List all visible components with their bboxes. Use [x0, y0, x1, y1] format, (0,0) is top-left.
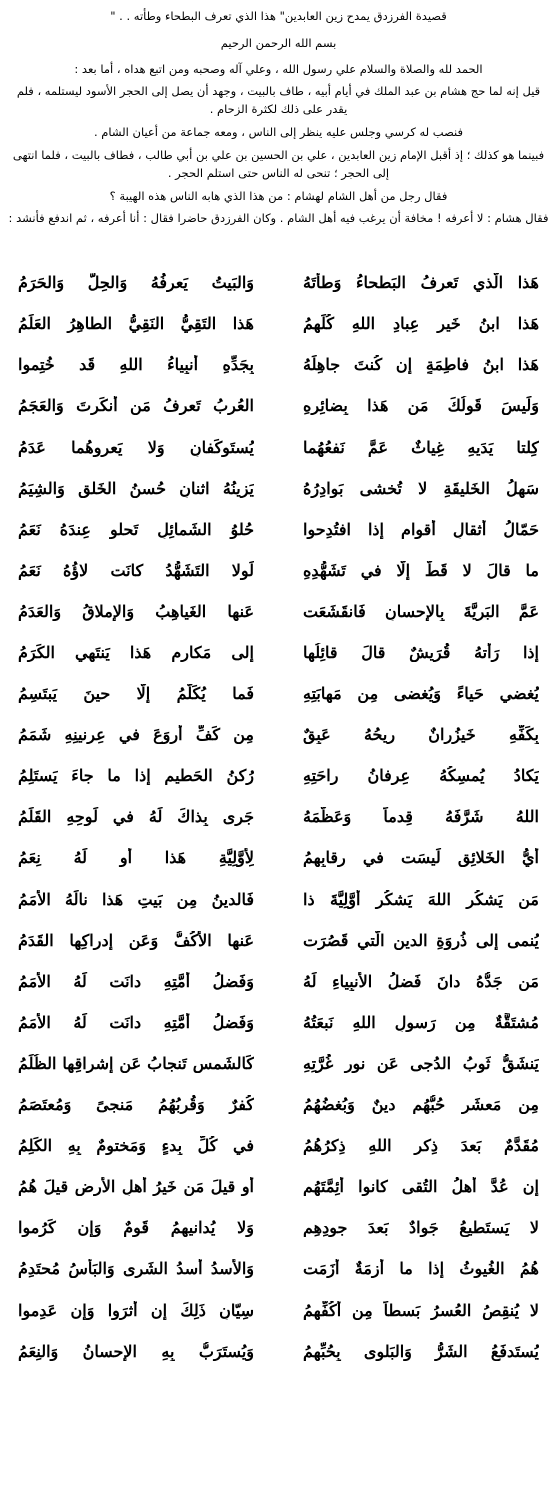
verse-first-hemistich: لا يَستَطيعُ جَوادٌ بَعدَ جودِهِمِ — [303, 1218, 539, 1238]
verse-first-hemistich: مَن جَدُّهُ دانَ فَضلُ الأَنبِياءِ لَهُ — [303, 971, 539, 991]
poem-verse — [18, 468, 539, 509]
verse-second-hemistich: وَفَضلُ أُمَّتِهِ دانَت لَهُ الأُمَمُ — [18, 1012, 254, 1032]
verse-second-hemistich: لِأَوَّلِيَّةِ هَذا أَو لَهُ نِعَمُ — [18, 848, 254, 868]
verse-first-hemistich: هَذا ابنُ خَيرِ عِبادِ اللهِ كُلِّهِمُ — [303, 314, 539, 334]
intro-story-2: فنصب له كرسي وجلس عليه ينظر إلى الناس ، ومعه جماعة من أعيان الشام . — [93, 125, 464, 140]
intro-story-4: فقال رجل من أهل الشام لهشام : من هذا الذي هابه الناس هذه الهيبة ؟ — [109, 188, 448, 203]
verse-first-hemistich: عَمَّ البَرِيَّةَ بِالإِحسانِ فَانقَشَعَت — [303, 601, 539, 621]
verse-second-hemistich: حُلوُ الشَمائِلِ تَحلو عِندَهُ نَعَمُ — [18, 519, 254, 539]
verse-second-hemistich: جَرى بِذاكَ لَهُ في لَوحِهِ القَلَمُ — [18, 807, 254, 827]
verse-second-hemistich: كَالشَمسِ تَنجابُ عَن إِشراقِها الظُلَمُ — [18, 1053, 254, 1073]
verse-first-hemistich: إِن عُدَّ أَهلُ التُقى كانوا أَئِمَّتَهُم — [303, 1177, 539, 1197]
intro-story-5: فقال هشام : لا أعرفه ! مخافة أن يرغب فيه أهل الشام . وكان الفرزدق حاضرا فقال : أنا أعرفه ، ثم اندفع فأنشد : — [8, 211, 549, 226]
verse-first-hemistich: لا يُنقِصُ العُسرُ بَسطاً مِن أَكُفِّهِمُ — [303, 1300, 539, 1320]
poem-verse — [18, 755, 539, 796]
verse-second-hemistich: فَما يُكَلَّمُ إِلّا حينَ يَبتَسِمُ — [18, 684, 254, 704]
verse-first-hemistich: اللهُ شَرَّفَهُ قِدماً وَعَظَّمَهُ — [303, 807, 539, 827]
verse-second-hemistich: العُربُ تَعرِفُ مَن أَنكَرتَ وَالعَجَمُ — [18, 396, 254, 416]
poem-verse — [18, 714, 539, 755]
poem-verse — [18, 344, 539, 385]
basmala: بسم الله الرحمن الرحيم — [220, 35, 337, 50]
poem-verse — [18, 1331, 539, 1372]
poem-verse — [18, 673, 539, 714]
poem-verse — [18, 879, 539, 920]
poem-verse — [18, 1248, 539, 1289]
poem-verse — [18, 796, 539, 837]
verse-first-hemistich: سَهلُ الخَليقَةِ لا تُخشى بَوادِرُهُ — [303, 478, 539, 498]
verse-second-hemistich: يَزينُهُ اثنانِ حُسنُ الخَلقِ وَالشِيَمُ — [18, 478, 254, 498]
verse-second-hemistich: إِلى مَكارِمِ هَذا يَنتَهي الكَرَمُ — [18, 643, 254, 663]
poem-verse — [18, 920, 539, 961]
verse-first-hemistich: يُغضي حَياءً وَيُغضى مِن مَهابَتِهِ — [303, 684, 539, 704]
verse-first-hemistich: يَنشَقُّ ثَوبُ الدُجى عَن نورِ غُرَّتِهِ — [303, 1053, 539, 1073]
verse-first-hemistich: هَذا الَّذي تَعرِفُ البَطحاءُ وَطأَتَهُ — [303, 273, 539, 293]
poem-verse — [18, 427, 539, 468]
poem-verse — [18, 385, 539, 426]
verse-second-hemistich: عَنها الأَكُفُّ وَعَن إِدراكِها القَدَمُ — [18, 930, 254, 950]
verse-second-hemistich: بِجَدِّهِ أَنبِياءُ اللهِ قَد خُتِموا — [18, 355, 254, 375]
poem — [8, 262, 549, 1372]
poem-verse — [18, 1207, 539, 1248]
verse-second-hemistich: مِن كَفِّ أَروَعَ في عِرنينِهِ شَمَمُ — [18, 725, 254, 745]
verse-first-hemistich: أَيُّ الخَلائِقِ لَيسَت في رِقابِهِمُ — [303, 848, 539, 868]
verse-second-hemistich: كُفرٌ وَقُربُهُمُ مَنجىً وَمُعتَصَمُ — [18, 1095, 254, 1115]
verse-first-hemistich: يَكادُ يُمسِكُهُ عِرفانُ راحَتِهِ — [303, 766, 539, 786]
introduction — [8, 8, 549, 228]
verse-first-hemistich: ما قالَ لا قَطُّ إِلّا في تَشَهُّدِهِ — [303, 560, 539, 580]
poem-verse — [18, 1084, 539, 1125]
poem-verse — [18, 837, 539, 878]
verse-first-hemistich: حَمّالُ أَثقالِ أَقوامٍ إِذا افتُدِحوا — [303, 519, 539, 539]
verse-first-hemistich: إِذا رَأَتهُ قُرَيشٌ قالَ قائِلُها — [303, 643, 539, 663]
poem-verse — [18, 1002, 539, 1043]
poem-verse — [18, 961, 539, 1002]
verse-first-hemistich: هُمُ الغُيوثُ إِذا ما أَزمَةٌ أَزَمَت — [303, 1259, 539, 1279]
verse-second-hemistich: وَالأُسدُ أُسدُ الشَرى وَالبَأسُ مُحتَدِمُ — [18, 1259, 254, 1279]
poem-verse — [18, 1289, 539, 1330]
verse-first-hemistich: بِكَفِّهِ خَيزُرانٌ ريحُهُ عَبِقٌ — [303, 725, 539, 745]
verse-second-hemistich: وَلا يُدانيهِمُ قَومٌ وَإِن كَرُموا — [18, 1218, 254, 1238]
verse-second-hemistich: رُكنُ الحَطيمِ إِذا ما جاءَ يَستَلِمُ — [18, 766, 254, 786]
intro-story-1: قيل إنه لما حج هشام بن عبد الملك في أيام أبيه ، طاف بالبيت ، وجهد أن يصل إلى الحجر الأسود ليستلمه ، فلم يقدر على ذلك لكثرة الزحام . — [16, 84, 541, 117]
verse-first-hemistich: يُستَدفَعُ الشَرُّ وَالبَلوى بِحُبِّهِمُ — [303, 1341, 539, 1361]
intro-praise: الحمد لله والصلاة والسلام علي رسول الله ، وعلي آله وصحبه ومن اتبع هداه ، أما بعد : — [74, 61, 483, 76]
verse-first-hemistich: كِلتا يَدَيهِ غِياثٌ عَمَّ نَفعُهُما — [303, 437, 539, 457]
verse-first-hemistich: مُشتَقَّةٌ مِن رَسولِ اللهِ نَبعَتُهُ — [303, 1012, 539, 1032]
poem-verse — [18, 591, 539, 632]
poem-verse — [18, 550, 539, 591]
verse-second-hemistich: أَو قيلَ مَن خَيرُ أَهلِ الأَرضِ قيلَ هُمُ — [18, 1177, 254, 1197]
intro-story-3: فبينما هو كذلك ؛ إذ أقبل الإمام زين العابدين ، علي بن الحسين بن علي بن أبي طالب ، فطاف بالبيت ، فلما انتهى إلى الحجر ؛ تنحى له الناس حتى استلم الحجر . — [12, 147, 545, 180]
verse-second-hemistich: لَولا التَشَهُّدُ كانَت لاؤُهُ نَعَمُ — [18, 560, 254, 580]
verse-first-hemistich: مُقَدَّمٌ بَعدَ ذِكرِ اللهِ ذِكرُهُمُ — [303, 1136, 539, 1156]
poem-verse — [18, 303, 539, 344]
poem-verse — [18, 632, 539, 673]
verse-second-hemistich: وَيُستَرَبُّ بِهِ الإِحسانُ وَالنِعَمُ — [18, 1341, 254, 1361]
verse-second-hemistich: وَفَضلُ أُمَّتِهِ دانَت لَهُ الأُمَمُ — [18, 971, 254, 991]
verse-first-hemistich: مَن يَشكُرِ اللهَ يَشكُر أَوَّلِيَّةَ ذا — [303, 889, 539, 909]
verse-second-hemistich: سِيّانِ ذَلِكَ إِن أَثرَوا وَإِن عَدِموا — [18, 1300, 254, 1320]
verse-second-hemistich: هَذا التَقِيُّ النَقِيُّ الطاهِرُ العَلَمُ — [18, 314, 254, 334]
poem-verse — [18, 262, 539, 303]
verse-second-hemistich: عَنها الغَياهِبُ وَالإِملاقُ وَالعَدَمُ — [18, 601, 254, 621]
poem-verse — [18, 1125, 539, 1166]
verse-first-hemistich: وَلَيسَ قَولُكَ مَن هَذا بِضائِرِهِ — [303, 396, 539, 416]
verse-second-hemistich: فَالدينُ مِن بَيتِ هَذا نالَهُ الأُمَمُ — [18, 889, 254, 909]
verse-second-hemistich: يُستَوكَفانِ وَلا يَعروهُما عَدَمُ — [18, 437, 254, 457]
verse-second-hemistich: في كُلِّ بِدءٍ وَمَختومٌ بِهِ الكَلِمُ — [18, 1136, 254, 1156]
verse-second-hemistich: وَالبَيتُ يَعرِفُهُ وَالحِلُّ وَالحَرَمُ — [18, 273, 254, 293]
poem-verse — [18, 1166, 539, 1207]
poem-verse — [18, 509, 539, 550]
verse-first-hemistich: يُنمى إِلى ذُروَةِ الدينِ الَّتي قَصُرَت — [303, 930, 539, 950]
document-title: قصيدة الفرزدق يمدح زين العابدين" هذا الذي تعرف البطحاء وطأته . . " — [110, 9, 447, 23]
poem-verse — [18, 1043, 539, 1084]
verse-first-hemistich: مِن مَعشَرٍ حُبُّهُم دينٌ وَبُغضُهُمُ — [303, 1095, 539, 1115]
verse-first-hemistich: هَذا ابنُ فاطِمَةٍ إِن كُنتَ جاهِلَهُ — [303, 355, 539, 375]
